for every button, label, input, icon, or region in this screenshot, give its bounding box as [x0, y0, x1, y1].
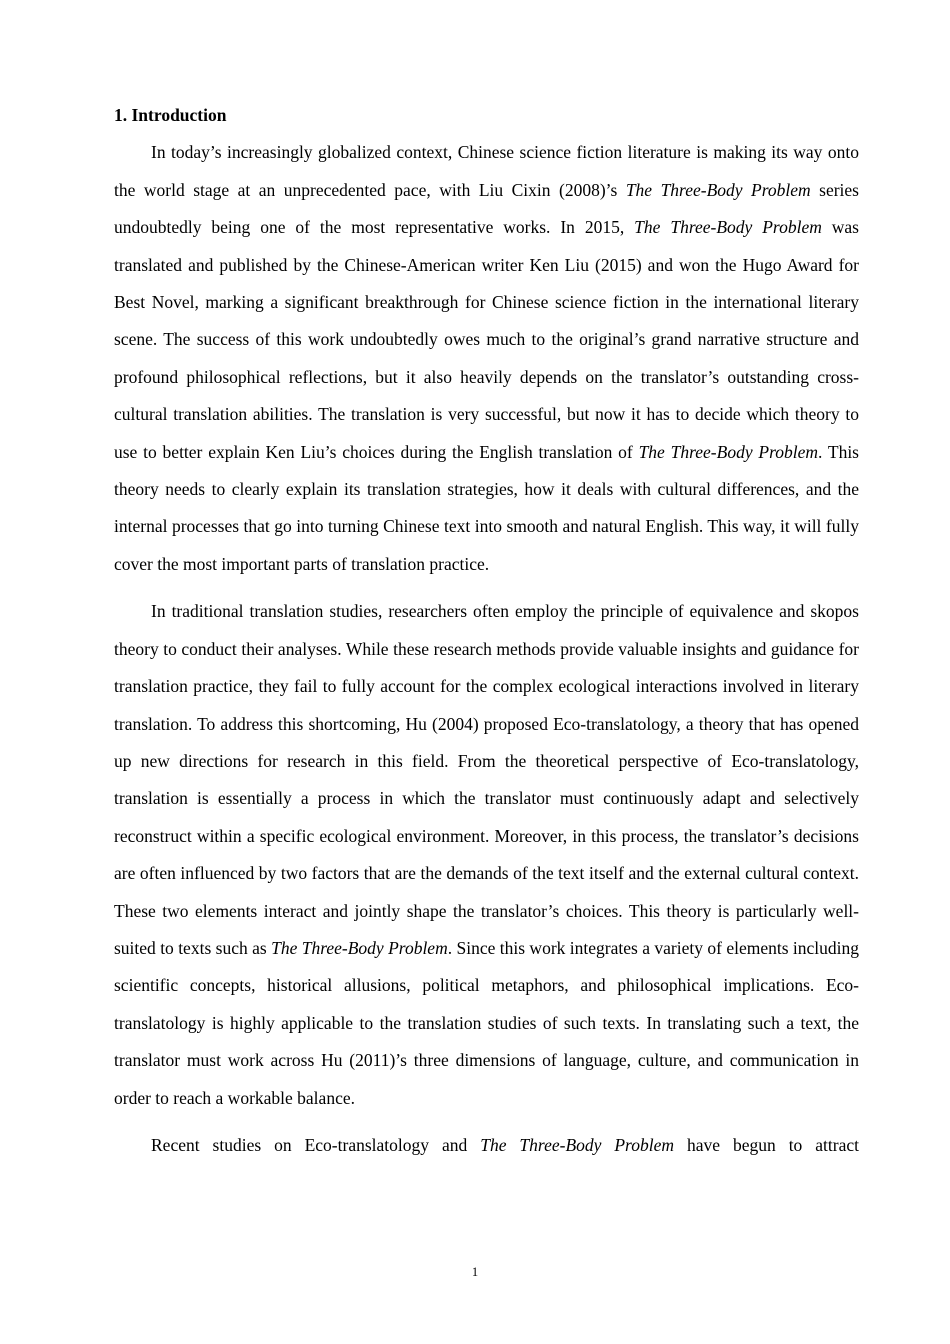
book-title: The Three-Body Problem: [271, 937, 448, 958]
book-title: The Three-Body Problem: [480, 1134, 674, 1155]
page-body: [114, 97, 859, 1174]
book-title: The Three-Body Problem: [638, 441, 819, 462]
book-title: The Three-Body Problem: [634, 217, 822, 238]
text-run: was translated and published by the Chinese-American writer Ken Liu (2015) and won the Hugo Award for Best Novel, marking a significant breakthrough for Chinese science fiction in the international literary scene. The success of this work undoubtedly owes much to the original’s grand narrative structure and profound philosophical reflections, but it also heavily depends on the translator’s outstanding cross-cultural translation abilities. The translation is very successful, but now it has to decide which theory to use to better explain Ken Liu’s choices during the English translation of: [114, 217, 859, 462]
text-run: Recent studies on Eco-translatology and: [151, 1134, 481, 1155]
text-run: have begun to attract: [673, 1134, 859, 1155]
book-title: The Three-Body Problem: [625, 179, 811, 200]
text-run: . Since this work integrates a variety of elements including scientific concepts, historical allusions, political metaphors, and philosophical implications. Eco-translatology is highly applicable to the translation studies of such texts. In translating such a text, the translator must work across Hu (2011)’s three dimensions of language, culture, and communication in order to reach a workable balance.: [114, 937, 860, 1108]
text-run: In traditional translation studies, researchers often employ the principle of equivalence and skopos theory to conduct their analyses. While these research methods provide valuable insights and guidance for translation practice, they fail to fully account for the complex ecological interactions involved in literary translation. To address this shortcoming, Hu (2004) proposed Eco-translatology, a theory that has opened up new directions for research in this field. From the theoretical perspective of Eco-translatology, translation is essentially a process in which the translator must continuously adapt and selectively reconstruct within a specific ecological environment. Moreover, in this process, the translator’s decisions are often influenced by two factors that are the demands of the text itself and the external cultural context. These two elements interact and jointly shape the translator’s choices. This theory is particularly well-suited to texts such as: [114, 601, 859, 958]
section-heading: 1. Introduction: [114, 105, 227, 125]
paragraph: [114, 134, 859, 583]
page-number: 1: [471, 1265, 479, 1279]
text-run: . This theory needs to clearly explain its translation strategies, how it deals with cultural differences, and the internal processes that go into turning Chinese text into smooth and natural English. This way, it will fully cover the most important parts of translation practice.: [114, 441, 859, 574]
paragraph: [114, 1127, 859, 1164]
paragraph: [114, 593, 859, 1117]
text-run: In today’s increasingly globalized context, Chinese science fiction literature is making its way onto the world stage at an unprecedented pace, with Liu Cixin (2008)’s: [114, 142, 859, 200]
text-run: series undoubtedly being one of the most representative works. In 2015,: [114, 179, 859, 238]
